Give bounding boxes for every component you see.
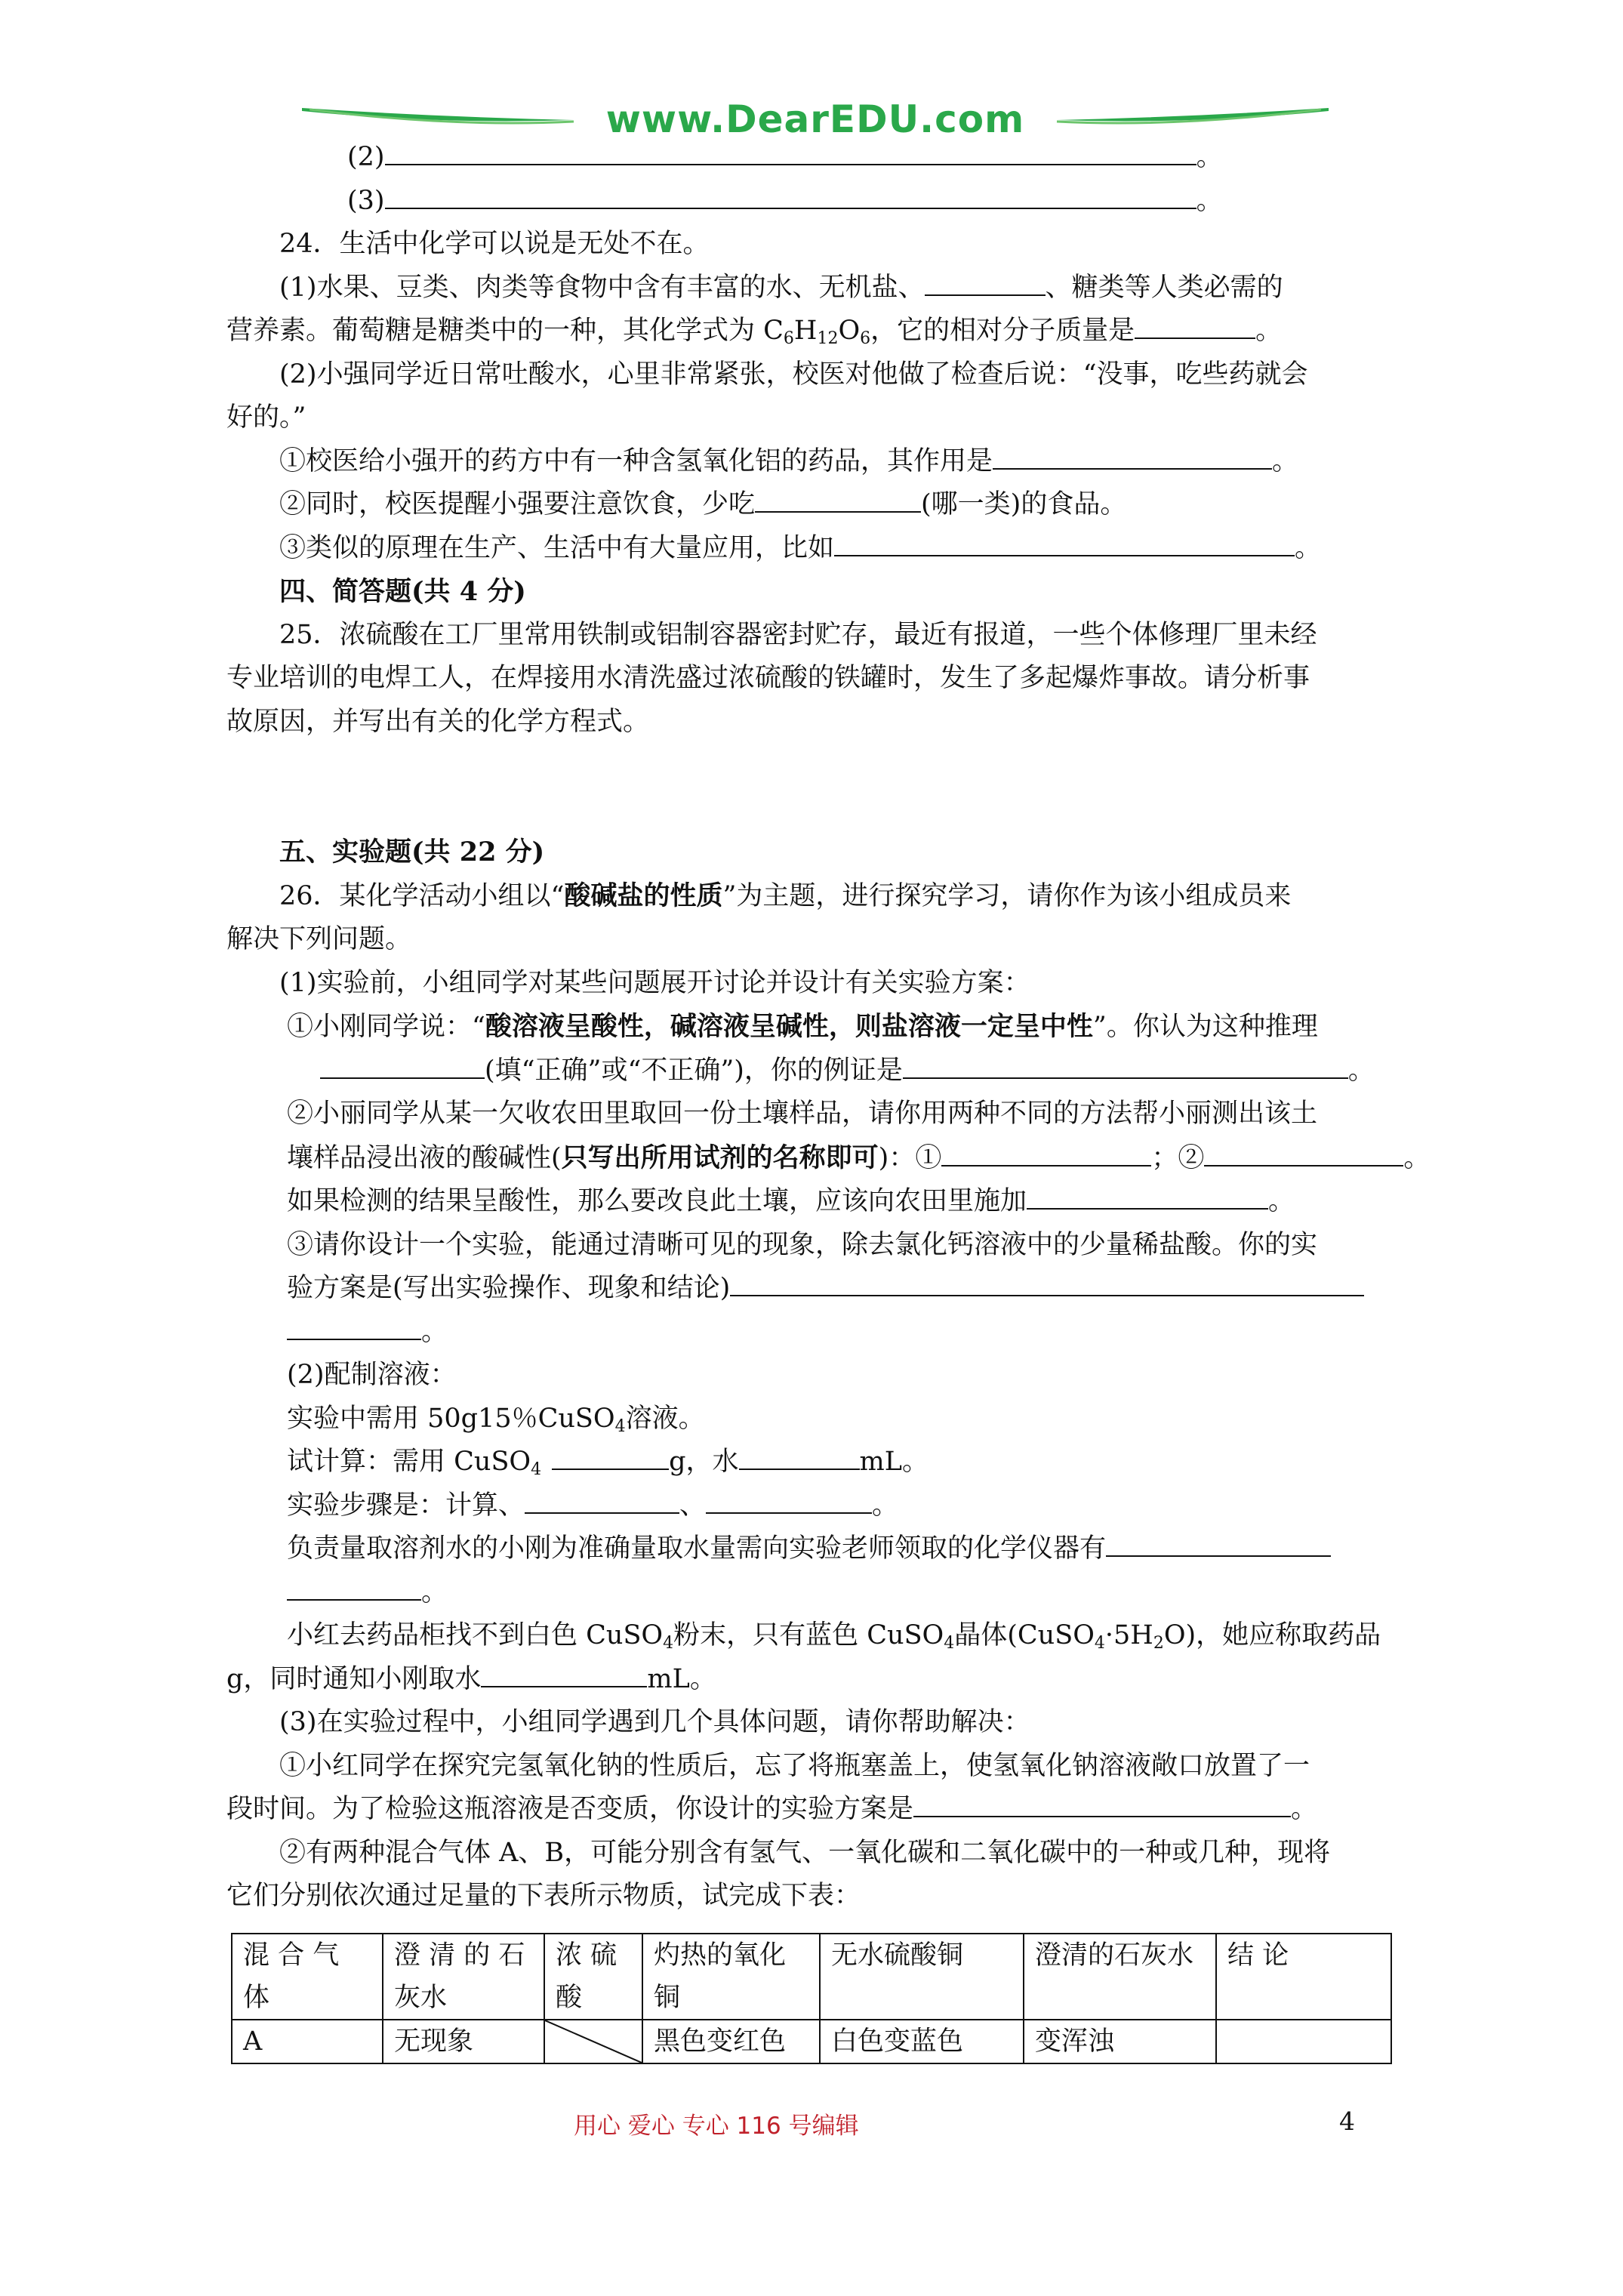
q26-part1-item3-cont: 验方案是(写出实验操作、现象和结论) [226,1267,1404,1311]
q24-part2-item2: ②同时，校医提醒小强要注意饮食，少吃 (哪一类)的食品。 [226,483,1404,527]
table-header-row [232,1934,1391,2020]
table-row [232,2020,1391,2063]
table-header-cell: 混 合 气 体 [232,1934,383,2020]
table-header-cell: 澄 清 的 石 灰水 [383,1934,544,2020]
answer-line-2: (2) 。 [226,136,1404,180]
page-number: 4 [1339,2106,1355,2136]
gas-test-table [231,1933,1392,2064]
question-26: 26．某化学活动小组以“酸碱盐的性质”为主题，进行探究学习，请你作为该小组成员来 [279,880,1292,911]
q26-part2-instruments: 负责量取溶剂水的小刚为准确量取水量需向实验老师领取的化学仪器有 [226,1527,1404,1571]
section-4-heading: 四、简答题(共 4 分) [279,576,526,607]
table-cell [1216,2020,1391,2063]
q26-part2-steps: 实验步骤是：计算、 、 。 [226,1484,1404,1528]
question-24: 24．生活中化学可以说是无处不在。 [279,229,710,259]
q26-part1-item1: ①小刚同学说：“酸溶液呈酸性，碱溶液呈碱性，则盐溶液一定呈中性”。你认为这种推理 [287,1011,1318,1042]
q26-part2: (2)配制溶液： [287,1360,457,1390]
q26-part1-item2: ②小丽同学从某一欠收农田里取回一份土壤样品，请你用两种不同的方法帮小丽测出该土 [287,1099,1318,1129]
question-25-end: 故原因，并写出有关的化学方程式。 [226,706,650,737]
section-5-heading: 五、实验题(共 22 分) [279,837,545,868]
q24-part2-item3: ③类似的原理在生产、生活中有大量应用，比如 。 [226,527,1404,571]
q26-part2-a: 实验中需用 50g15％CuSO$_4$溶液。 [287,1403,705,1436]
q26-part3-item1-cont: 段时间。为了检验这瓶溶液是否变质，你设计的实验方案是 。 [226,1788,1404,1832]
diagonal-slash-icon [545,2020,642,2063]
q26-part3: (3)在实验过程中，小组同学遇到几个具体问题，请你帮助解决： [279,1707,1030,1737]
table-header-cell: 灼热的氧化铜 [642,1934,820,2020]
site-logo: www.DearEDU.com [605,97,1025,141]
table-cell: 黑色变红色 [642,2020,820,2063]
q24-part1: (1)水果、豆类、肉类等食物中含有丰富的水、无机盐、 、糖类等人类必需的 [226,267,1404,310]
question-26-cont: 解决下列问题。 [226,924,412,954]
q26-part1-item2-fertilizer: 如果检测的结果呈酸性，那么要改良此土壤，应该向农田里施加 。 [226,1180,1404,1224]
table-header-cell: 无水硫酸铜 [820,1934,1024,2020]
table-cell: 无现象 [383,2020,544,2063]
q26-part1-item2-cont: 壤样品浸出液的酸碱性(只写出所用试剂的名称即可)：① ；② 。 [287,1142,1431,1173]
table-cell: 变浑浊 [1024,2020,1216,2063]
q26-part3-item2-cont: 它们分别依次通过足量的下表所示物质，试完成下表： [226,1881,861,1911]
table-cell: 白色变蓝色 [820,2020,1024,2063]
q26-part1-item1-answer: (填“正确”或“不正确”)，你的例证是 。 [226,1049,1404,1093]
question-25: 25．浓硫酸在工厂里常用铁制或铝制容器密封贮存，最近有报道，一些个体修理厂里未经 [279,619,1317,650]
table-cell: A [232,2020,383,2063]
table-header-cell: 澄清的石灰水 [1024,1934,1216,2020]
q26-part3-item1: ①小红同学在探究完氢氧化钠的性质后，忘了将瓶塞盖上，使氢氧化钠溶液敞口放置了一 [279,1750,1310,1781]
question-25-cont: 专业培训的电焊工人，在焊接用水清洗盛过浓硫酸的铁罐时，发生了多起爆炸事故。请分析事 [226,663,1310,693]
table-header-cell: 浓 硫 酸 [544,1934,642,2020]
q24-part1-cont: 营养素。葡萄糖是糖类中的一种，其化学式为 $C_6H_{12}O_6$，它的相对分子质量是 。 [226,310,1404,353]
q24-part2-cont: 好的。” [226,402,306,433]
q24-part2-item1: ①校医给小强开的药方中有一种含氢氧化铝的药品，其作用是 。 [226,440,1404,484]
q24-part2: (2)小强同学近日常吐酸水，心里非常紧张，校医对他做了检查后说：“没事，吃些药就会 [279,359,1308,390]
q26-part1: (1)实验前，小组同学对某些问题展开讨论并设计有关实验方案： [279,967,1030,998]
q26-part2-calc: 试计算：需用 CuSO$_4$ g，水 mL。 [226,1441,1404,1484]
q26-part2-crystal: 小红去药品柜找不到白色 CuSO$_4$粉末，只有蓝色 CuSO$_4$晶体$(CuSO_4\cdot 5H_2O)$，她应称取药品 [287,1620,1381,1653]
question-text [226,136,1431,1918]
table-cell-diagonal [544,2020,642,2063]
answer-space [226,744,1404,831]
table-header-cell: 结 论 [1216,1934,1391,2020]
answer-line-3: (3) 。 [226,180,1404,223]
q26-part2-crystal-cont: g，同时通知小刚取水 mL。 [226,1658,1404,1702]
q26-part1-item3-end: 。 [226,1311,1404,1354]
footer-credit: 用心 爱心 专心 116 号编辑 [574,2113,859,2140]
q26-part3-item2: ②有两种混合气体 A、B，可能分别含有氢气、一氧化碳和二氧化碳中的一种或几种，现将 [279,1837,1331,1868]
q26-part2-instruments-end: 。 [226,1571,1404,1615]
q26-part1-item3: ③请你设计一个实验，能通过清晰可见的现象，除去氯化钙溶液中的少量稀盐酸。你的实 [287,1229,1318,1260]
